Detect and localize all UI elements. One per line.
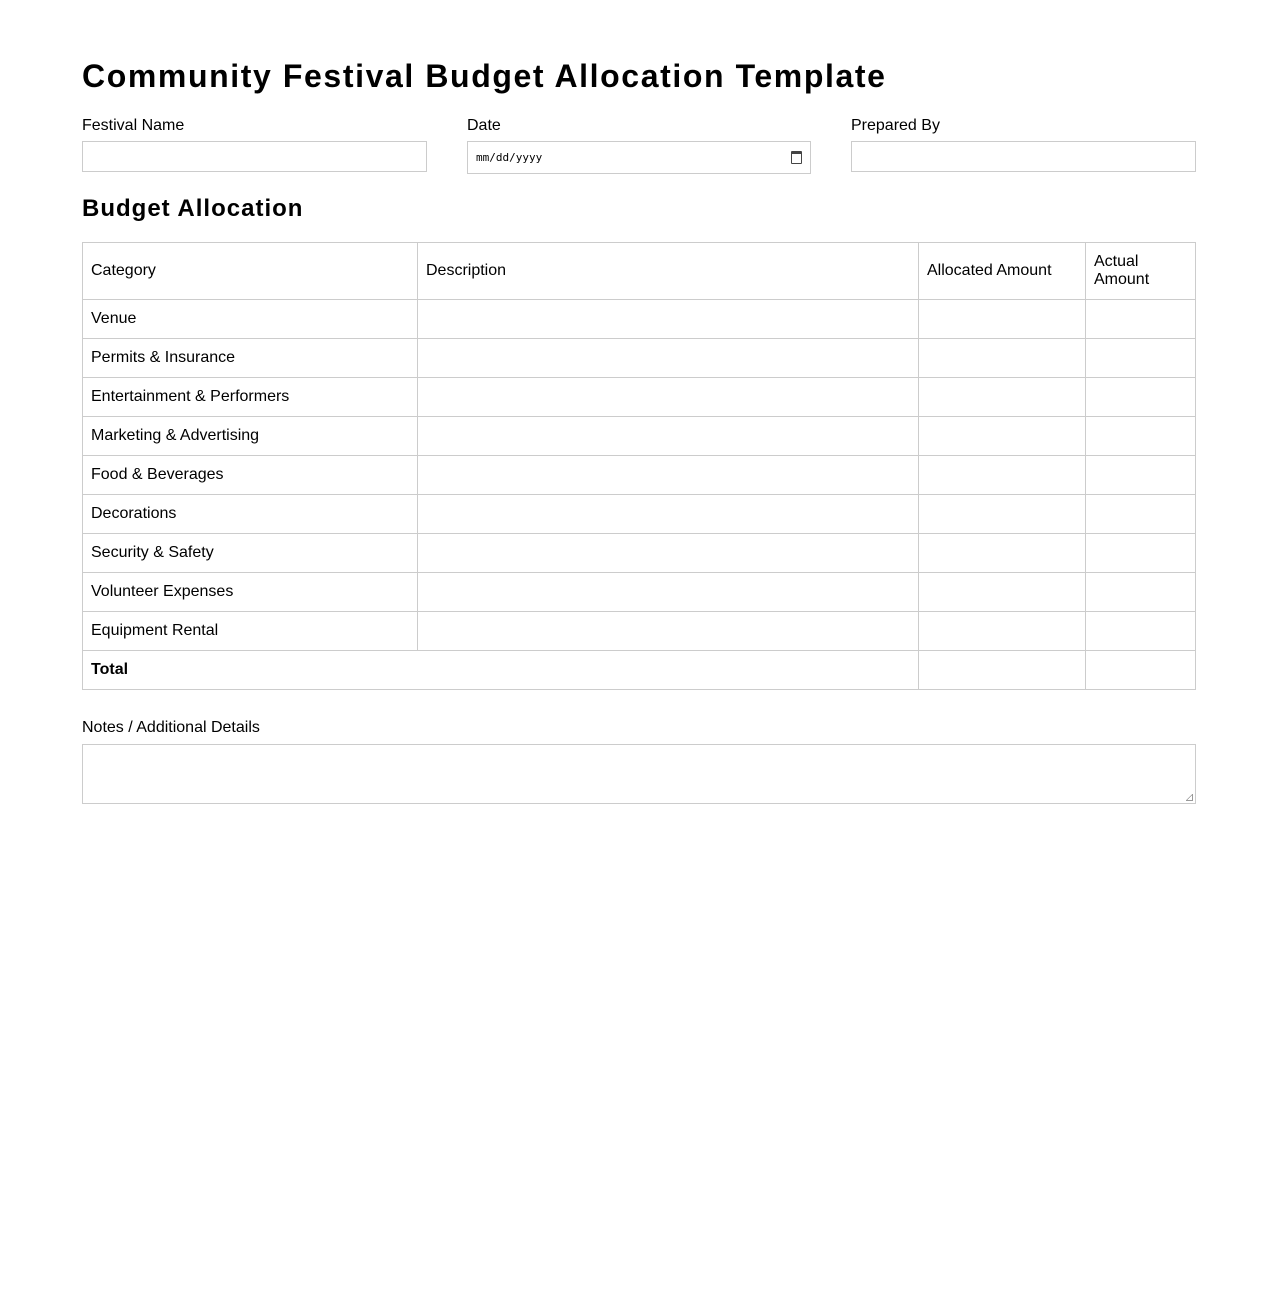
table-row bbox=[83, 417, 1196, 456]
prepared-by-group bbox=[851, 117, 1196, 172]
calendar-icon[interactable] bbox=[791, 151, 802, 164]
header-description: Description bbox=[418, 243, 919, 300]
actual-cell[interactable] bbox=[1086, 456, 1196, 495]
total-allocated-cell[interactable] bbox=[919, 651, 1086, 690]
actual-cell[interactable] bbox=[1086, 534, 1196, 573]
table-row bbox=[83, 300, 1196, 339]
category-cell: Marketing & Advertising bbox=[83, 417, 418, 456]
section-title: Budget Allocation bbox=[82, 195, 304, 222]
date-placeholder: mm/dd/yyyy bbox=[476, 151, 543, 164]
actual-cell[interactable] bbox=[1086, 300, 1196, 339]
festival-name-input[interactable] bbox=[82, 141, 427, 172]
allocated-cell[interactable] bbox=[919, 378, 1086, 417]
category-cell: Equipment Rental bbox=[83, 612, 418, 651]
allocated-cell[interactable] bbox=[919, 495, 1086, 534]
table-row bbox=[83, 573, 1196, 612]
table-row bbox=[83, 534, 1196, 573]
category-cell: Food & Beverages bbox=[83, 456, 418, 495]
festival-name-group bbox=[82, 117, 427, 172]
category-cell: Venue bbox=[83, 300, 418, 339]
category-cell: Decorations bbox=[83, 495, 418, 534]
total-row bbox=[83, 651, 1196, 690]
description-cell[interactable] bbox=[418, 612, 919, 651]
description-cell[interactable] bbox=[418, 456, 919, 495]
description-cell[interactable] bbox=[418, 534, 919, 573]
table-row bbox=[83, 612, 1196, 651]
description-cell[interactable] bbox=[418, 417, 919, 456]
notes-textarea[interactable] bbox=[82, 744, 1196, 804]
description-cell[interactable] bbox=[418, 495, 919, 534]
actual-cell[interactable] bbox=[1086, 573, 1196, 612]
description-cell[interactable] bbox=[418, 339, 919, 378]
category-cell: Entertainment & Performers bbox=[83, 378, 418, 417]
allocated-cell[interactable] bbox=[919, 612, 1086, 651]
actual-cell[interactable] bbox=[1086, 339, 1196, 378]
actual-cell[interactable] bbox=[1086, 378, 1196, 417]
festival-name-label: Festival Name bbox=[82, 117, 185, 134]
allocated-cell[interactable] bbox=[919, 534, 1086, 573]
category-cell: Security & Safety bbox=[83, 534, 418, 573]
date-input[interactable] bbox=[467, 141, 811, 174]
actual-cell[interactable] bbox=[1086, 417, 1196, 456]
table-row bbox=[83, 456, 1196, 495]
resize-handle-icon[interactable] bbox=[1186, 794, 1193, 801]
date-group bbox=[467, 117, 811, 174]
header-actual: Actual Amount bbox=[1086, 243, 1196, 300]
prepared-by-label: Prepared By bbox=[851, 117, 940, 134]
prepared-by-input[interactable] bbox=[851, 141, 1196, 172]
allocated-cell[interactable] bbox=[919, 300, 1086, 339]
allocated-cell[interactable] bbox=[919, 573, 1086, 612]
allocated-cell[interactable] bbox=[919, 417, 1086, 456]
allocated-cell[interactable] bbox=[919, 456, 1086, 495]
table-row bbox=[83, 378, 1196, 417]
budget-table bbox=[82, 242, 1196, 690]
table-row bbox=[83, 495, 1196, 534]
description-cell[interactable] bbox=[418, 378, 919, 417]
actual-cell[interactable] bbox=[1086, 612, 1196, 651]
total-actual-cell[interactable] bbox=[1086, 651, 1196, 690]
allocated-cell[interactable] bbox=[919, 339, 1086, 378]
actual-cell[interactable] bbox=[1086, 495, 1196, 534]
category-cell: Volunteer Expenses bbox=[83, 573, 418, 612]
table-row bbox=[83, 339, 1196, 378]
category-cell: Permits & Insurance bbox=[83, 339, 418, 378]
description-cell[interactable] bbox=[418, 573, 919, 612]
total-label: Total bbox=[83, 651, 919, 690]
notes-group bbox=[82, 719, 1196, 804]
header-category: Category bbox=[83, 243, 418, 300]
description-cell[interactable] bbox=[418, 300, 919, 339]
page-title: Community Festival Budget Allocation Template bbox=[82, 58, 887, 94]
header-allocated: Allocated Amount bbox=[919, 243, 1086, 300]
date-label: Date bbox=[467, 117, 501, 134]
table-header-row bbox=[83, 243, 1196, 300]
notes-label: Notes / Additional Details bbox=[82, 719, 260, 736]
